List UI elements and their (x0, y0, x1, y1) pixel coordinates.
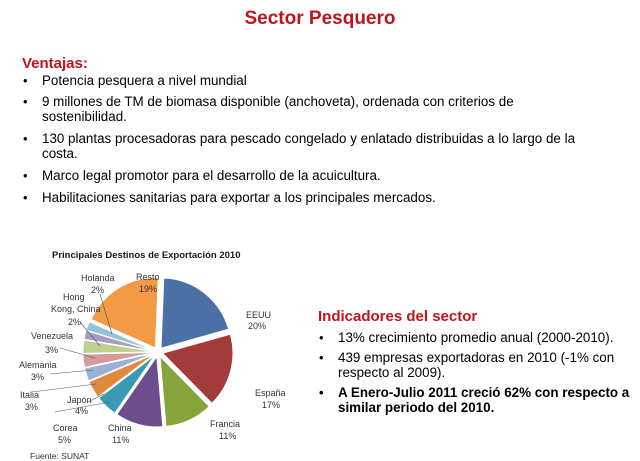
ventajas-item (22, 168, 582, 183)
label-hongkong-pct: 2% (68, 317, 82, 327)
indicadores-item (318, 330, 640, 345)
label-corea: Corea (53, 423, 78, 433)
ventajas-heading: Ventajas: (22, 55, 88, 72)
pie-chart (0, 262, 300, 458)
label-china: China (108, 423, 132, 433)
indicadores-item-text: 13% crecimiento promedio anual (2000-2010). (338, 330, 614, 345)
chart-source: Fuente: SUNAT (30, 451, 90, 461)
label-hongkong-2: Kong, China (51, 304, 101, 314)
label-eeuu-pct: 20% (248, 321, 267, 331)
bullet-icon: • (23, 190, 28, 205)
label-holanda-pct: 2% (91, 285, 105, 295)
label-alemania-pct: 3% (31, 372, 45, 382)
label-eeuu: EEUU (246, 310, 272, 320)
indicadores-item (318, 350, 640, 380)
bullet-icon: • (319, 385, 324, 400)
label-venezuela-pct: 3% (45, 345, 59, 355)
label-venezuela: Venezuela (31, 331, 74, 341)
bullet-icon: • (23, 73, 28, 88)
bullet-icon: • (23, 168, 28, 183)
label-italia-pct: 3% (25, 402, 39, 412)
label-resto-pct: 19% (139, 284, 158, 294)
bullet-icon: • (23, 131, 28, 146)
ventajas-item (22, 190, 582, 205)
ventajas-item (22, 73, 582, 88)
ventajas-item-text: 9 millones de TM de biomasa disponible (anchoveta), ordenada con criterios de sostenibilidad. (42, 94, 514, 124)
leader-line (32, 384, 96, 392)
ventajas-list (22, 73, 582, 205)
label-espana-pct: 17% (262, 400, 281, 410)
indicadores-item (318, 385, 640, 415)
label-holanda: Holanda (81, 273, 115, 283)
ventajas-item-text: Habilitaciones sanitarias para exportar a los principales mercados. (42, 190, 436, 205)
label-china-pct: 11% (112, 435, 130, 445)
indicadores-item-text: 439 empresas exportadoras en 2010 (-1% con respecto al 2009). (338, 350, 615, 380)
indicadores-list (318, 330, 640, 415)
ventajas-item (22, 131, 582, 161)
bullet-icon: • (319, 350, 324, 365)
label-corea-pct: 5% (58, 435, 72, 445)
ventajas-item (22, 94, 582, 124)
ventajas-item-text: 130 plantas procesadoras para pescado congelado y enlatado distribuidas a lo largo de la costa. (42, 131, 576, 161)
label-francia-pct: 11% (219, 431, 237, 441)
bullet-icon: • (319, 330, 324, 345)
page-title: Sector Pesquero (244, 8, 396, 29)
label-francia: Francia (210, 419, 241, 429)
ventajas-item-text: Potencia pesquera a nivel mundial (42, 73, 247, 88)
indicadores-item-text: A Enero-Julio 2011 creció 62% con respecto a similar periodo del 2010. (338, 385, 630, 415)
ventajas-item-text: Marco legal promotor para el desarrollo de la acuicultura. (42, 168, 381, 183)
label-japon-pct: 4% (75, 406, 89, 416)
chart-title: Principales Destinos de Exportación 2010 (52, 250, 241, 261)
label-hongkong-1: Hong (63, 292, 85, 302)
label-alemania: Alemania (19, 360, 57, 370)
label-resto: Resto (136, 272, 160, 282)
label-italia: Italia (20, 390, 40, 400)
label-espana: España (255, 388, 286, 398)
bullet-icon: • (23, 94, 28, 109)
label-japon: Japón (67, 395, 92, 405)
indicadores-heading: Indicadores del sector (318, 308, 478, 325)
